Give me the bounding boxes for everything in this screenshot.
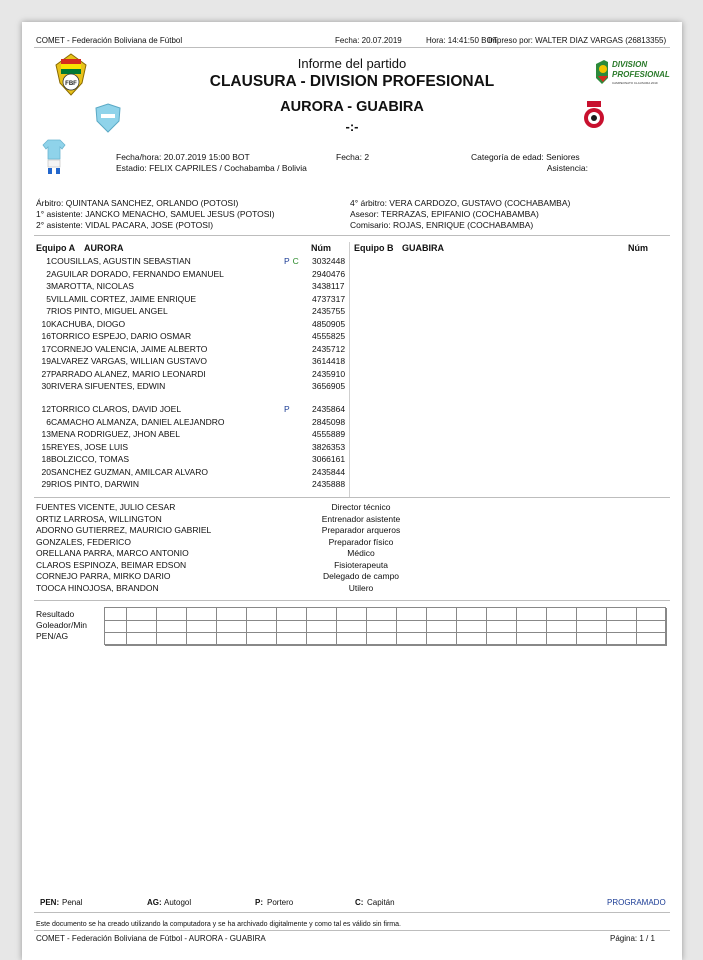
result-grid-cell [547, 608, 577, 621]
player-number: 3 [46, 281, 51, 291]
result-grid-cell [187, 633, 217, 646]
player-license: 3438117 [312, 281, 345, 291]
staff-role: Delegado de campo [322, 571, 400, 581]
player-license: 3066161 [312, 454, 346, 464]
result-grid-cell [127, 621, 157, 634]
result-grid-cell [607, 633, 637, 646]
result-grid-cell [457, 608, 487, 621]
result-grid-cell [457, 621, 487, 634]
result-grid-cell [427, 608, 457, 621]
staff-role: Preparador arqueros [321, 525, 401, 535]
player-name: REYES, JOSE LUIS [51, 441, 128, 452]
result-grid-cell [337, 608, 367, 621]
competition-title: CLAUSURA - DIVISION PROFESIONAL [209, 73, 495, 90]
result-grid-cell [247, 621, 277, 634]
staff-row [36, 536, 394, 547]
result-grid-cell [307, 633, 337, 646]
result-grid-cell [487, 621, 517, 634]
goalkeeper-mark: P [284, 404, 293, 414]
result-grid-cell [397, 621, 427, 634]
player-name: PARRADO ALANEZ, MARIO LEONARDI [51, 368, 206, 379]
team-a-label: Equipo A [36, 243, 76, 253]
team-b-label: Equipo B [354, 243, 394, 253]
referee-assessor: Asesor: TERRAZAS, EPIFANIO (COCHABAMBA) [350, 209, 539, 219]
match-stadium: Estadio: FELIX CAPRILES / Cochabamba / Bolivia [116, 163, 307, 173]
legend-pen-value: Penal [62, 898, 83, 907]
match-status: PROGRAMADO [607, 898, 666, 907]
result-grid-cell [367, 633, 397, 646]
player-name: RIOS PINTO, DARWIN [51, 479, 140, 489]
fourth-official: 4° árbitro: VERA CARDOZO, GUSTAVO (COCHABAMBA) [350, 198, 571, 208]
player-marks [284, 256, 302, 266]
staff-row [36, 502, 391, 512]
player-license: 3614418 [312, 356, 346, 366]
player-license: 4850905 [312, 318, 346, 329]
match-score: -:- [345, 119, 359, 134]
result-grid-cell [637, 633, 667, 646]
assistant-2: 2° asistente: VIDAL PACARA, JOSE (POTOSI) [36, 220, 214, 230]
player-license: 4555825 [312, 331, 346, 341]
footer-left: COMET - Federación Boliviana de Fútbol - AURORA - GUABIRA [36, 934, 266, 943]
player-number: 1 [46, 256, 51, 266]
result-label: Resultado [36, 609, 75, 619]
result-grid-cell [457, 633, 487, 646]
player-license: 2845098 [312, 416, 346, 427]
divider [34, 930, 670, 931]
result-grid-cell [367, 621, 397, 634]
team-a-num-header: Núm [311, 243, 331, 253]
staff-row [36, 548, 375, 558]
player-name: CORNEJO VALENCIA, JAIME ALBERTO [51, 343, 208, 354]
player-name: AGUILAR DORADO, FERNANDO EMANUEL [51, 268, 224, 279]
result-grid-cell [105, 621, 127, 634]
result-grid-cell [187, 621, 217, 634]
staff-name: TOOCA HINOJOSA, BRANDON [36, 582, 159, 593]
player-name: SANCHEZ GUZMAN, AMILCAR ALVARO [51, 466, 208, 477]
player-license: 2435910 [312, 368, 346, 379]
player-name: KACHUBA, DIOGO [51, 318, 126, 329]
match-datetime: Fecha/hora: 20.07.2019 15:00 BOT [116, 152, 250, 162]
result-grid-cell [247, 608, 277, 621]
header-org: COMET - Federación Boliviana de Fútbol [36, 36, 183, 45]
report-title: Informe del partido [297, 56, 407, 71]
player-license: 2435888 [312, 479, 346, 489]
fbf-logo-text: FBF [65, 81, 77, 87]
player-license: 2435755 [312, 306, 346, 316]
result-grid-cell [427, 621, 457, 634]
player-name: RIOS PINTO, MIGUEL ANGEL [51, 306, 168, 316]
team-divider [349, 242, 350, 498]
result-grid-cell [307, 621, 337, 634]
match-round: Fecha: 2 [336, 152, 370, 162]
player-license: 2435844 [312, 466, 346, 477]
staff-name: ORTIZ LARROSA, WILLINGTON [36, 513, 162, 524]
result-grid-cell [277, 621, 307, 634]
age-category: Categoría de edad: Seniores [471, 152, 580, 162]
player-number: 17 [41, 343, 51, 354]
result-grid-cell [547, 621, 577, 634]
result-grid-cell [105, 608, 127, 621]
result-grid-cell [517, 621, 547, 634]
divider [34, 497, 670, 498]
legend-pen-key: PEN: [40, 898, 60, 907]
scorer-label: Goleador/Min [36, 620, 88, 630]
captain-mark: C [292, 256, 302, 266]
result-grid-cell [217, 621, 247, 634]
result-grid-cell [247, 633, 277, 646]
match-title: AURORA - GUABIRA [280, 99, 424, 115]
staff-role: Médico [347, 548, 375, 558]
result-grid-cell [277, 633, 307, 646]
result-grid-cell [577, 633, 607, 646]
result-grid-cell [217, 608, 247, 621]
result-grid-cell [577, 621, 607, 634]
staff-role: Director técnico [331, 502, 391, 512]
legend-ag-key: AG: [147, 898, 162, 907]
player-name: CAMACHO ALMANZA, DANIEL ALEJANDRO [51, 416, 225, 427]
result-grid-cell [127, 633, 157, 646]
result-grid-cell [187, 608, 217, 621]
staff-name: ORELLANA PARRA, MARCO ANTONIO [36, 548, 189, 558]
goalkeeper-mark: P [284, 256, 293, 266]
staff-role: Entrenador asistente [321, 513, 401, 524]
staff-name: FUENTES VICENTE, JULIO CESAR [36, 502, 176, 512]
assistant-1: 1° asistente: JANCKO MENACHO, SAMUEL JESUS (POTOSI) [36, 209, 275, 219]
player-name: TORRICO ESPEJO, DARIO OSMAR [51, 331, 192, 341]
staff-row [36, 582, 374, 593]
divider [34, 912, 670, 913]
staff-name: CORNEJO PARRA, MIRKO DARIO [36, 571, 171, 581]
result-grid-cell [397, 608, 427, 621]
aurora-shield [95, 103, 121, 133]
result-grid-cell [607, 621, 637, 634]
player-marks [284, 404, 293, 414]
divider [34, 47, 670, 48]
pen-ag-label: PEN/AG [36, 631, 69, 641]
player-license: 3826353 [312, 441, 346, 452]
team-a-jersey-icon [42, 139, 66, 175]
header-hora: Hora: 14:41:50 BOT [426, 36, 498, 45]
dp-line2: PROFESIONAL [612, 70, 670, 79]
staff-row [36, 525, 401, 535]
player-license: 4737317 [312, 293, 346, 304]
result-grid-cell [277, 608, 307, 621]
staff-row [36, 559, 388, 570]
match-commissioner: Comisario: ROJAS, ENRIQUE (COCHABAMBA) [350, 220, 534, 230]
result-grid-cell [637, 608, 667, 621]
staff-name: CLAROS ESPINOZA, BEIMAR EDSON [36, 559, 187, 570]
result-grid-cell [637, 621, 667, 634]
result-grid-cell [307, 608, 337, 621]
footer-note: Este documento se ha creado utilizando la computadora y se ha archivado digitalmente y como tal es válido sin firma. [36, 921, 401, 928]
dp-line1: DIVISION [612, 60, 648, 69]
player-license: 3032448 [312, 256, 346, 266]
result-grid-cell [547, 633, 577, 646]
report-sheet [22, 22, 682, 960]
legend-p-key: P: [255, 898, 263, 907]
staff-role: Preparador físico [328, 536, 394, 547]
player-number: 12 [41, 404, 51, 414]
header-impreso: Impreso por: WALTER DIAZ VARGAS (26813355) [488, 36, 667, 45]
result-grid-cell [367, 608, 397, 621]
result-grid-cell [517, 608, 547, 621]
player-number: 15 [41, 441, 51, 452]
result-grid-cell [427, 633, 457, 646]
staff-row [36, 571, 400, 581]
result-grid-cell [127, 608, 157, 621]
staff-role: Utilero [348, 582, 374, 593]
result-grid-cell [157, 608, 187, 621]
player-number: 7 [46, 306, 51, 316]
result-grid-cell [607, 608, 637, 621]
player-name: BOLZICCO, TOMAS [51, 454, 130, 464]
player-name: MENA RODRIGUEZ, JHON ABEL [51, 429, 180, 439]
page-number: Página: 1 / 1 [610, 934, 655, 943]
header-fecha: Fecha: 20.07.2019 [335, 36, 402, 45]
legend-ag-value: Autogol [164, 898, 192, 907]
player-name: ALVAREZ VARGAS, WILLIAN GUSTAVO [51, 356, 208, 366]
player-name: MAROTTA, NICOLAS [51, 281, 134, 291]
player-license: 2435864 [312, 404, 346, 414]
team-a-name: AURORA [84, 243, 124, 253]
staff-name: ADORNO GUTIERREZ, MAURICIO GABRIEL [36, 525, 212, 535]
divider [34, 600, 670, 601]
attendance: Asistencia: [546, 163, 588, 173]
player-name: TORRICO CLAROS, DAVID JOEL [51, 404, 182, 414]
staff-name: GONZALES, FEDERICO [36, 536, 131, 547]
legend-p-value: Portero [267, 898, 294, 907]
referee: Árbitro: QUINTANA SANCHEZ, ORLANDO (POTOSI) [36, 198, 239, 208]
result-grid-cell [157, 633, 187, 646]
legend-c-key: C: [355, 898, 364, 907]
result-grid-cell [487, 633, 517, 646]
staff-role: Fisioterapeuta [334, 559, 388, 570]
player-license: 3656905 [312, 381, 346, 391]
player-number: 29 [41, 479, 51, 489]
result-grid-cell [337, 621, 367, 634]
player-license: 4555889 [312, 429, 346, 439]
result-grid-cell [517, 633, 547, 646]
player-name: RIVERA SIFUENTES, EDWIN [51, 381, 166, 391]
result-grid-cell [105, 633, 127, 646]
team-b-name: GUABIRA [402, 243, 444, 253]
result-grid-cell [157, 621, 187, 634]
player-number: 27 [41, 368, 51, 379]
player-license: 2435712 [312, 343, 346, 354]
player-number: 6 [46, 416, 51, 427]
player-number: 2 [46, 268, 51, 279]
result-grid [104, 607, 666, 645]
player-number: 10 [41, 318, 51, 329]
player-name: VILLAMIL CORTEZ, JAIME ENRIQUE [51, 293, 197, 304]
result-grid-cell [397, 633, 427, 646]
player-number: 19 [41, 356, 51, 366]
dp-line3: CAMPEONATO CLAUSURA 2019 [612, 81, 658, 85]
player-number: 13 [41, 429, 51, 439]
divider [34, 235, 670, 236]
player-number: 18 [41, 454, 51, 464]
player-license: 2940476 [312, 268, 346, 279]
player-name: COUSILLAS, AGUSTIN SEBASTIAN [51, 256, 191, 266]
result-grid-cell [577, 608, 607, 621]
result-grid-cell [217, 633, 247, 646]
guabira-shield [582, 100, 606, 132]
staff-row [36, 513, 401, 524]
result-grid-cell [487, 608, 517, 621]
player-number: 5 [46, 293, 51, 304]
player-number: 20 [41, 466, 51, 477]
legend-c-value: Capitán [367, 898, 395, 907]
result-grid-cell [337, 633, 367, 646]
team-b-num-header: Núm [628, 243, 648, 253]
player-number: 16 [41, 331, 51, 341]
player-number: 30 [41, 381, 51, 391]
